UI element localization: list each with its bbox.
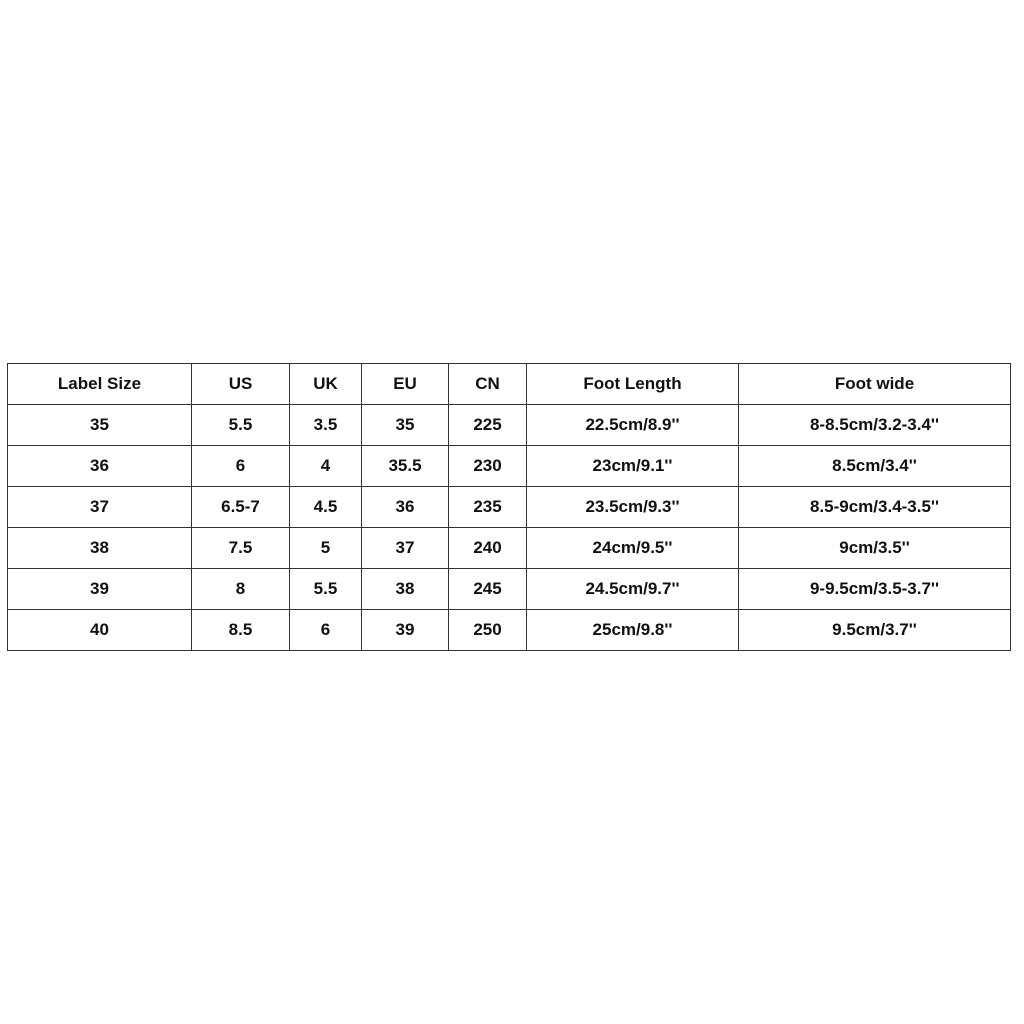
header-eu: EU	[362, 364, 449, 405]
table-row	[8, 405, 1011, 446]
cell-foot-wide: 9-9.5cm/3.5-3.7''	[739, 569, 1011, 610]
table-header-row	[8, 364, 1011, 405]
table-row	[8, 610, 1011, 651]
cell-eu: 35	[362, 405, 449, 446]
cell-cn: 230	[449, 446, 527, 487]
cell-cn: 225	[449, 405, 527, 446]
header-foot-length: Foot Length	[527, 364, 739, 405]
table-row	[8, 487, 1011, 528]
cell-uk: 6	[290, 610, 362, 651]
cell-foot-wide: 9cm/3.5''	[739, 528, 1011, 569]
header-us: US	[192, 364, 290, 405]
cell-uk: 3.5	[290, 405, 362, 446]
cell-label-size: 36	[8, 446, 192, 487]
cell-label-size: 40	[8, 610, 192, 651]
size-chart-table	[7, 363, 1011, 651]
cell-us: 8	[192, 569, 290, 610]
cell-eu: 38	[362, 569, 449, 610]
cell-uk: 5.5	[290, 569, 362, 610]
cell-eu: 35.5	[362, 446, 449, 487]
cell-eu: 36	[362, 487, 449, 528]
table-row	[8, 569, 1011, 610]
cell-us: 6.5-7	[192, 487, 290, 528]
cell-foot-length: 23cm/9.1''	[527, 446, 739, 487]
cell-eu: 37	[362, 528, 449, 569]
cell-foot-wide: 8.5-9cm/3.4-3.5''	[739, 487, 1011, 528]
cell-cn: 250	[449, 610, 527, 651]
cell-us: 5.5	[192, 405, 290, 446]
cell-foot-length: 24.5cm/9.7''	[527, 569, 739, 610]
cell-cn: 235	[449, 487, 527, 528]
header-cn: CN	[449, 364, 527, 405]
cell-us: 6	[192, 446, 290, 487]
cell-uk: 5	[290, 528, 362, 569]
cell-foot-wide: 8-8.5cm/3.2-3.4''	[739, 405, 1011, 446]
cell-label-size: 38	[8, 528, 192, 569]
cell-label-size: 35	[8, 405, 192, 446]
cell-foot-length: 22.5cm/8.9''	[527, 405, 739, 446]
header-label-size: Label Size	[8, 364, 192, 405]
table-row	[8, 528, 1011, 569]
cell-cn: 240	[449, 528, 527, 569]
cell-foot-length: 23.5cm/9.3''	[527, 487, 739, 528]
cell-eu: 39	[362, 610, 449, 651]
table-row	[8, 446, 1011, 487]
cell-us: 7.5	[192, 528, 290, 569]
cell-uk: 4.5	[290, 487, 362, 528]
cell-us: 8.5	[192, 610, 290, 651]
cell-foot-length: 25cm/9.8''	[527, 610, 739, 651]
cell-label-size: 37	[8, 487, 192, 528]
cell-label-size: 39	[8, 569, 192, 610]
cell-cn: 245	[449, 569, 527, 610]
cell-uk: 4	[290, 446, 362, 487]
cell-foot-length: 24cm/9.5''	[527, 528, 739, 569]
header-foot-wide: Foot wide	[739, 364, 1011, 405]
cell-foot-wide: 8.5cm/3.4''	[739, 446, 1011, 487]
cell-foot-wide: 9.5cm/3.7''	[739, 610, 1011, 651]
header-uk: UK	[290, 364, 362, 405]
